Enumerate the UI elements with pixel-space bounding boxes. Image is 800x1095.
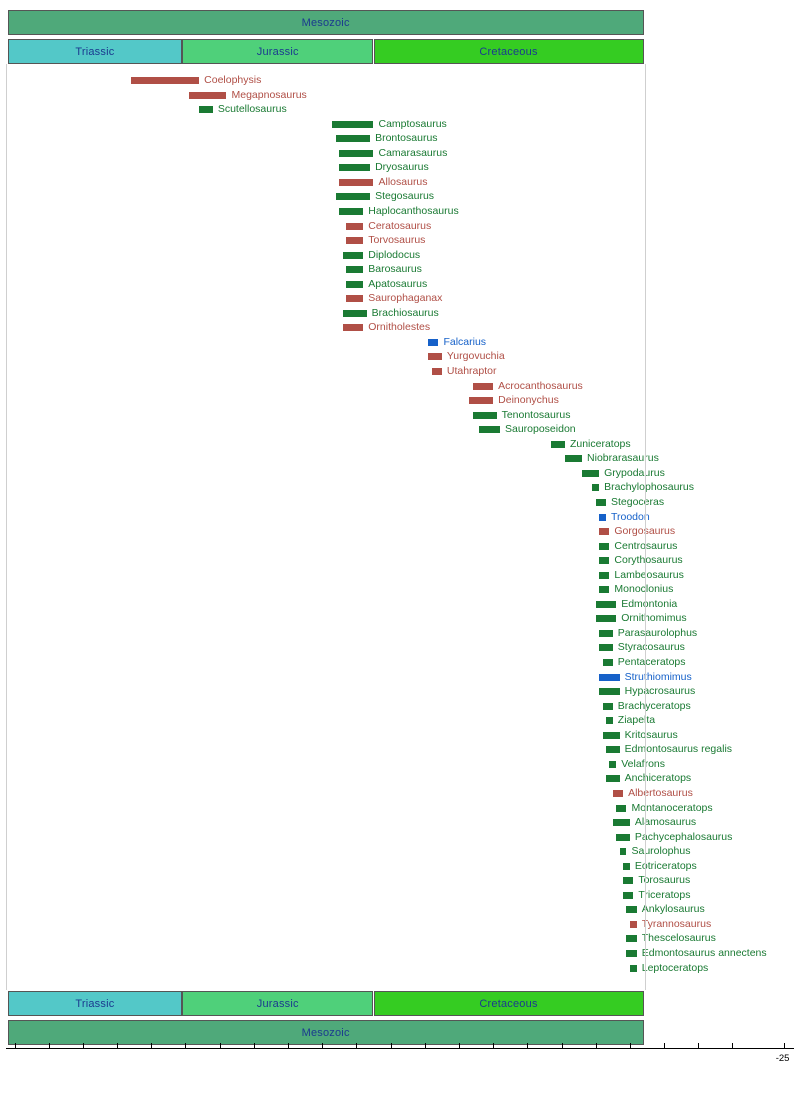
period-band-top-cretaceous-label: Cretaceous: [479, 45, 538, 58]
species-label: Pentaceratops: [617, 656, 686, 668]
species-label: Ziapelta: [617, 714, 656, 727]
species-label: Coelophysis: [204, 74, 262, 86]
x-axis-tick: [117, 1043, 118, 1049]
species-label: Montanoceratops: [631, 801, 713, 814]
species-label: Zuniceratops: [569, 437, 631, 450]
species-label: Stegosaurus: [375, 190, 435, 203]
era-band-top-mesozoic: [8, 10, 644, 35]
x-axis-tick-label: -25: [775, 1053, 790, 1064]
x-axis-tick: [459, 1043, 460, 1049]
species-label: Monoclonius: [614, 583, 674, 596]
species-label: Scutellosaurus: [217, 103, 287, 116]
species-label: Tyrannosaurus: [641, 917, 712, 930]
species-label: Brachiosaurus: [371, 306, 439, 319]
species-label: Triceratops: [638, 888, 691, 901]
x-axis-tick: [322, 1043, 323, 1049]
period-band-bottom-triassic-label: Triassic: [75, 997, 115, 1010]
period-band-top-triassic: [8, 39, 182, 64]
species-label: Lambeosaurus: [614, 568, 684, 581]
species-label: Deinonychus: [498, 394, 559, 407]
species-label: Brachyceratops: [617, 699, 691, 712]
species-label: Falcarius: [443, 335, 487, 348]
period-band-bottom-cretaceous-label: Cretaceous: [479, 997, 538, 1010]
species-label: Alamosaurus: [634, 816, 697, 829]
species-label: Troodon: [610, 510, 650, 523]
period-band-bottom-jurassic-label: Jurassic: [256, 997, 299, 1010]
species-label: Albertosaurus: [628, 786, 693, 799]
species-label: Megapnosaurus: [231, 88, 307, 101]
species-label: Torvosaurus: [368, 234, 426, 247]
period-band-bottom-jurassic: [182, 991, 373, 1016]
x-axis-tick: [288, 1043, 289, 1049]
species-label: Diplodocus: [368, 248, 421, 261]
species-label: Ankylosaurus: [641, 903, 705, 916]
species-label: Ornitholestes: [368, 321, 431, 334]
species-label: Stegoceras: [610, 495, 665, 508]
species-label: Centrosaurus: [614, 539, 678, 552]
species-label: Tenontosaurus: [501, 408, 571, 421]
period-band-bottom-triassic: [8, 991, 182, 1016]
species-label: Ceratosaurus: [368, 219, 432, 232]
species-label: Parasaurolophus: [617, 626, 698, 639]
species-label: Allosaurus: [378, 175, 428, 188]
x-axis-tick: [425, 1043, 426, 1049]
species-label: Styracosaurus: [617, 641, 685, 654]
x-axis-tick: [698, 1043, 699, 1049]
species-label: Saurolophus: [631, 845, 691, 858]
x-axis-tick: [49, 1043, 50, 1049]
species-label: Brontosaurus: [375, 132, 438, 145]
x-axis-tick: [562, 1043, 563, 1049]
species-label: Apatosaurus: [368, 277, 428, 290]
species-label: Ornithomimus: [621, 612, 687, 625]
species-label: Sauroposeidon: [504, 423, 576, 436]
species-label: Brachylophosaurus: [604, 481, 695, 494]
era-band-bottom-mesozoic-label: Mesozoic: [301, 1026, 350, 1039]
x-axis-tick: [732, 1043, 733, 1049]
era-band-bottom-mesozoic: [8, 1020, 644, 1045]
species-label: Anchiceratops: [624, 772, 692, 785]
x-axis-tick: [596, 1043, 597, 1049]
species-label: Utahraptor: [446, 365, 497, 377]
species-label: Edmontonia: [621, 597, 678, 610]
x-axis-tick: [185, 1043, 186, 1049]
species-label: Kritosaurus: [624, 728, 678, 741]
x-axis-tick: [784, 1043, 785, 1049]
period-band-top-jurassic-label: Jurassic: [256, 45, 299, 58]
species-label: Gorgosaurus: [614, 525, 676, 538]
x-axis-tick: [151, 1043, 152, 1049]
era-band-top-mesozoic-label: Mesozoic: [301, 16, 350, 29]
x-axis-tick: [391, 1043, 392, 1049]
period-band-top-jurassic: [182, 39, 373, 64]
species-label: Haplocanthosaurus: [368, 204, 459, 217]
x-axis-tick: [664, 1043, 665, 1049]
species-label: Corythosaurus: [614, 554, 683, 567]
species-label: Velafrons: [621, 757, 665, 770]
species-label: Camarasaurus: [378, 146, 448, 159]
species-label: Torosaurus: [638, 874, 691, 887]
species-label: Edmontosaurus regalis: [624, 743, 733, 756]
species-label: Yurgovuchia: [446, 350, 505, 363]
species-label: Pachycephalosaurus: [634, 830, 733, 843]
species-label: Acrocanthosaurus: [498, 379, 583, 392]
x-axis-line: [6, 1048, 794, 1049]
species-label: Grypodaurus: [604, 466, 665, 479]
x-axis-tick: [356, 1043, 357, 1049]
species-label: Hypacrosaurus: [624, 685, 696, 698]
x-axis-tick: [493, 1043, 494, 1049]
x-axis-tick: [220, 1043, 221, 1049]
species-label: Edmontosaurus annectens: [641, 947, 767, 959]
period-band-top-triassic-label: Triassic: [75, 45, 115, 58]
species-label: Leptoceratops: [641, 961, 709, 974]
species-label: Niobrarasaurus: [587, 452, 659, 465]
plot-frame: [6, 64, 646, 990]
species-label: Saurophaganax: [368, 292, 443, 305]
species-label: Thescelosaurus: [641, 932, 716, 945]
species-label: Dryosaurus: [375, 161, 429, 174]
species-label: Barosaurus: [368, 263, 422, 276]
x-axis-tick: [15, 1043, 16, 1049]
x-axis-tick: [83, 1043, 84, 1049]
x-axis-tick: [630, 1043, 631, 1049]
x-axis-tick: [527, 1043, 528, 1049]
period-band-bottom-cretaceous: [374, 991, 644, 1016]
species-label: Camptosaurus: [378, 117, 447, 130]
period-band-top-cretaceous: [374, 39, 644, 64]
x-axis-tick: [254, 1043, 255, 1049]
species-label: Struthiomimus: [624, 670, 692, 683]
species-label: Eotriceratops: [634, 859, 697, 872]
